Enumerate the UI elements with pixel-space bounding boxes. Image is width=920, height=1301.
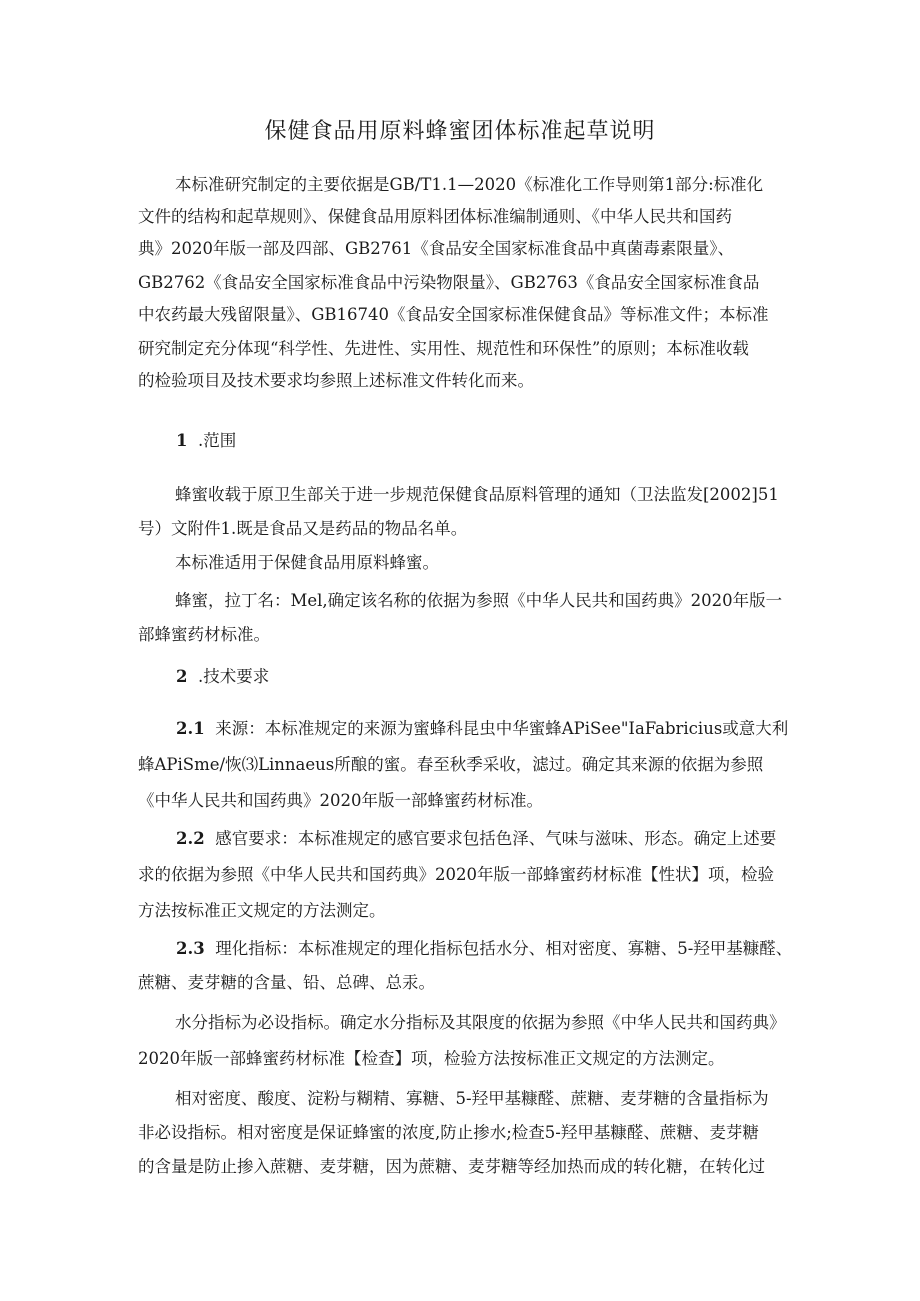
density-paragraph-line-1: 相对密度、酸度、淀粉与糊精、寡糖、5-羟甲基糠醛、蔗糖、麦芽糖的含量指标为 <box>175 1089 769 1108</box>
section-2-heading <box>176 664 269 690</box>
intro-line-4: GB2762《食品安全国家标准食品中污染物限量》、GB2763《食品安全国家标准食品 <box>138 273 760 292</box>
intro-line-7: 的检验项目及技术要求均参照上述标准文件转化而来。 <box>138 371 534 390</box>
section-2-title: .技术要求 <box>197 667 270 686</box>
subsection-2-1-text: 来源：本标准规定的来源为蜜蜂科昆虫中华蜜蜂APiSee"IaFabricius或意大利 <box>215 719 789 738</box>
subsection-2-1-line-2: 蜂APiSme/恢⑶Linnaeus所酿的蜜。春至秋季采收，滤过。确定其来源的依据为参照 <box>138 755 764 774</box>
intro-line-2: 文件的结构和起草规则》、保健食品用原料团体标准编制通则、《中华人民共和国药 <box>138 207 732 226</box>
water-paragraph-line-2: 2020年版一部蜂蜜药材标准【检查】项，检验方法按标准正文规定的方法测定。 <box>138 1049 725 1068</box>
intro-line-3: 典》2020年版一部及四部、GB2761《食品安全国家标准食品中真菌毒素限量》、 <box>138 239 735 258</box>
section-1-p3-line-1: 蜂蜜，拉丁名：Mel,确定该名称的依据为参照《中华人民共和国药典》2020年版一 <box>175 591 783 610</box>
section-1-p1-line-1: 蜂蜜收载于原卫生部关于进一步规范保健食品原料管理的通知（卫法监发[2002]51 <box>175 485 779 504</box>
density-paragraph-line-2: 非必设指标。相对密度是保证蜂蜜的浓度,防止掺水;检查5-羟甲基糠醛、蔗糖、麦芽糖 <box>138 1123 759 1142</box>
section-1-number: 1 <box>176 431 188 450</box>
density-paragraph-line-3: 的含量是防止掺入蔗糖、麦芽糖，因为蔗糖、麦芽糖等经加热而成的转化糖，在转化过 <box>138 1157 765 1176</box>
subsection-2-2-line-1 <box>176 826 776 852</box>
section-1-heading <box>176 428 236 454</box>
water-paragraph-line-1: 水分指标为必设指标。确定水分指标及其限度的依据为参照《中华人民共和国药典》 <box>175 1013 786 1032</box>
subsection-2-3-line-1 <box>176 936 792 962</box>
subsection-2-1-number: 2.1 <box>176 719 205 738</box>
intro-line-1: 本标准研究制定的主要依据是GB/T1.1—2020《标准化工作导则第1部分:标准化 <box>175 175 764 194</box>
subsection-2-2-number: 2.2 <box>176 829 205 848</box>
subsection-2-1-line-3: 《中华人民共和国药典》2020年版一部蜂蜜药材标准。 <box>138 791 543 810</box>
section-1-p2: 本标准适用于保健食品用原料蜂蜜。 <box>175 553 439 572</box>
subsection-2-1-line-1 <box>176 716 788 742</box>
section-1-title: .范围 <box>197 431 237 450</box>
subsection-2-3-number: 2.3 <box>176 939 205 958</box>
subsection-2-2-text: 感官要求：本标准规定的感官要求包括色泽、气味与滋味、形态。确定上述要 <box>215 829 777 848</box>
section-1-p3-line-2: 部蜂蜜药材标准。 <box>138 625 270 644</box>
intro-line-5: 中农药最大残留限量》、GB16740《食品安全国家标准保健食品》等标准文件；本标准 <box>138 305 769 324</box>
subsection-2-2-line-2: 求的依据为参照《中华人民共和国药典》2020年版一部蜂蜜药材标准【性状】项，检验 <box>138 865 774 884</box>
subsection-2-2-line-3: 方法按标准正文规定的方法测定。 <box>138 901 386 920</box>
subsection-2-3-text: 理化指标：本标准规定的理化指标包括水分、相对密度、寡糖、5-羟甲基糠醛、 <box>215 939 793 958</box>
section-1-p1-line-2: 号）文附件1.既是食品又是药品的物品名单。 <box>138 519 468 538</box>
intro-line-6: 研究制定充分体现“科学性、先进性、实用性、规范性和环保性”的原则；本标准收载 <box>138 339 749 358</box>
subsection-2-3-line-2: 蔗糖、麦芽糖的含量、铅、总碑、总汞。 <box>138 973 435 992</box>
page-title: 保健食品用原料蜂蜜团体标准起草说明 <box>264 119 656 144</box>
section-2-number: 2 <box>176 667 188 686</box>
